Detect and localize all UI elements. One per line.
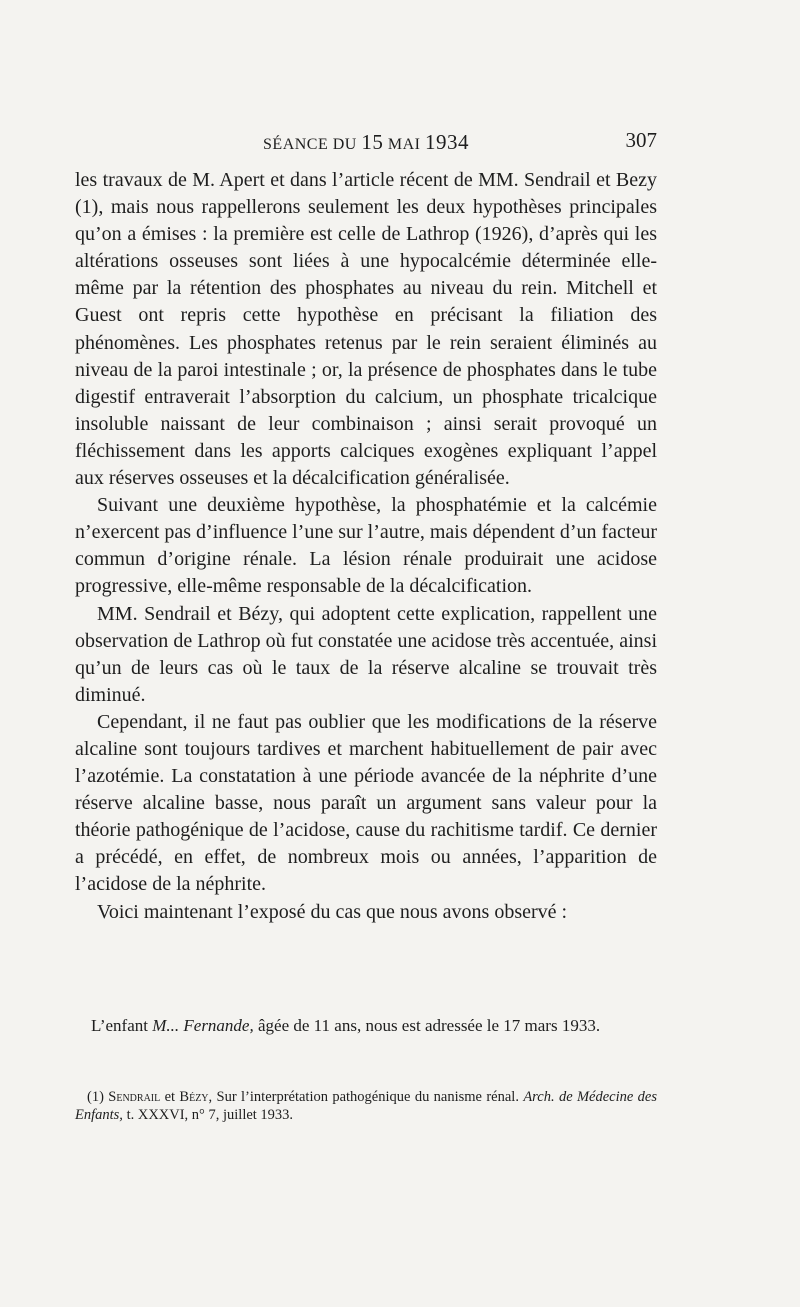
page-header	[75, 128, 657, 152]
case-rest: âgée de 11 ans, nous est adressée le 17 mars 1933.	[257, 1016, 601, 1035]
footnote-journal: Arch. de Médecine des Enfants,	[75, 1089, 658, 1123]
paragraph-5: Voici maintenant l’exposé du cas que nous avons observé :	[97, 900, 568, 923]
footnote-author-2: Bézy,	[179, 1089, 213, 1105]
case-intro	[75, 1015, 657, 1037]
main-text	[75, 167, 657, 926]
running-title-seance: SÉANCE DU	[263, 136, 357, 153]
running-title-month: MAI	[387, 136, 421, 153]
footnote-marker: (1)	[87, 1089, 104, 1105]
page-number: 307	[625, 128, 657, 152]
footnote-author-1: Sendrail	[108, 1089, 161, 1105]
paragraph-4: Cependant, il ne faut pas oublier que les modifications de la réserve alcaline sont toujours tardives et marchent habituellement de pair avec l’azotémie. La constatation à une période avancée de la néphrite d’une réserve alcaline basse, nous paraît un argument sans valeur pour la théorie pathogénique de l’acidose, cause du rachitisme tardif. Ce dernier a précédé, en effet, de nombreux mois ou années, l’apparition de l’acidose de la néphrite.	[75, 710, 657, 896]
case-lead: L’enfant	[91, 1016, 148, 1035]
footnote-title: Sur l’interprétation pathogénique du nanisme rénal.	[216, 1089, 519, 1105]
footnote-details: t. XXXVI, n° 7, juillet 1933.	[126, 1107, 294, 1123]
paragraph-1: les travaux de M. Apert et dans l’article récent de MM. Sendrail et Bezy (1), mais nous rappellerons seulement les deux hypothèses principales qu’on a émises : la première est celle de Lathrop (1926), d’après qui les altérations osseuses sont liées à une hypocalcémie déterminée elle-même par la rétention des phosphates au niveau du rein. Mitchell et Guest ont repris cette hypothèse en précisant la filiation des phénomènes. Les phosphates retenus par le rein seraient éliminés au niveau de la paroi intestinale ; or, la présence de phosphates dans le tube digestif entraverait l’absorption du calcium, un phosphate tricalcique insoluble naissant de leur combinaison ; ainsi serait provoqué un fléchissement dans les apports calciques exogènes expliquant l’appel aux réserves osseuses et la décalcification généralisée.	[75, 169, 657, 490]
running-title-year: 1934	[424, 130, 469, 154]
footnote	[75, 1088, 657, 1124]
case-report	[75, 1015, 657, 1037]
case-name-initial: M...	[152, 1016, 180, 1035]
paragraph-3: MM. Sendrail et Bézy, qui adoptent cette explication, rappellent une observation de Lathrop où fut constatée une acidose très accentuée, ainsi qu’un de leurs cas où le taux de la réserve alcaline se trouvait très diminué.	[75, 602, 657, 706]
running-title-day: 15	[361, 130, 384, 154]
footnote-and: et	[164, 1089, 176, 1105]
case-first-name: Fernande,	[183, 1016, 254, 1035]
footnote-1	[75, 1088, 657, 1124]
running-title	[75, 130, 657, 155]
paragraph-2: Suivant une deuxième hypothèse, la phosphatémie et la calcémie n’exercent pas d’influence l’une sur l’autre, mais dépendent d’un facteur commun d’origine rénale. La lésion rénale produirait une acidose progressive, elle-même responsable de la décalcification.	[75, 494, 657, 598]
